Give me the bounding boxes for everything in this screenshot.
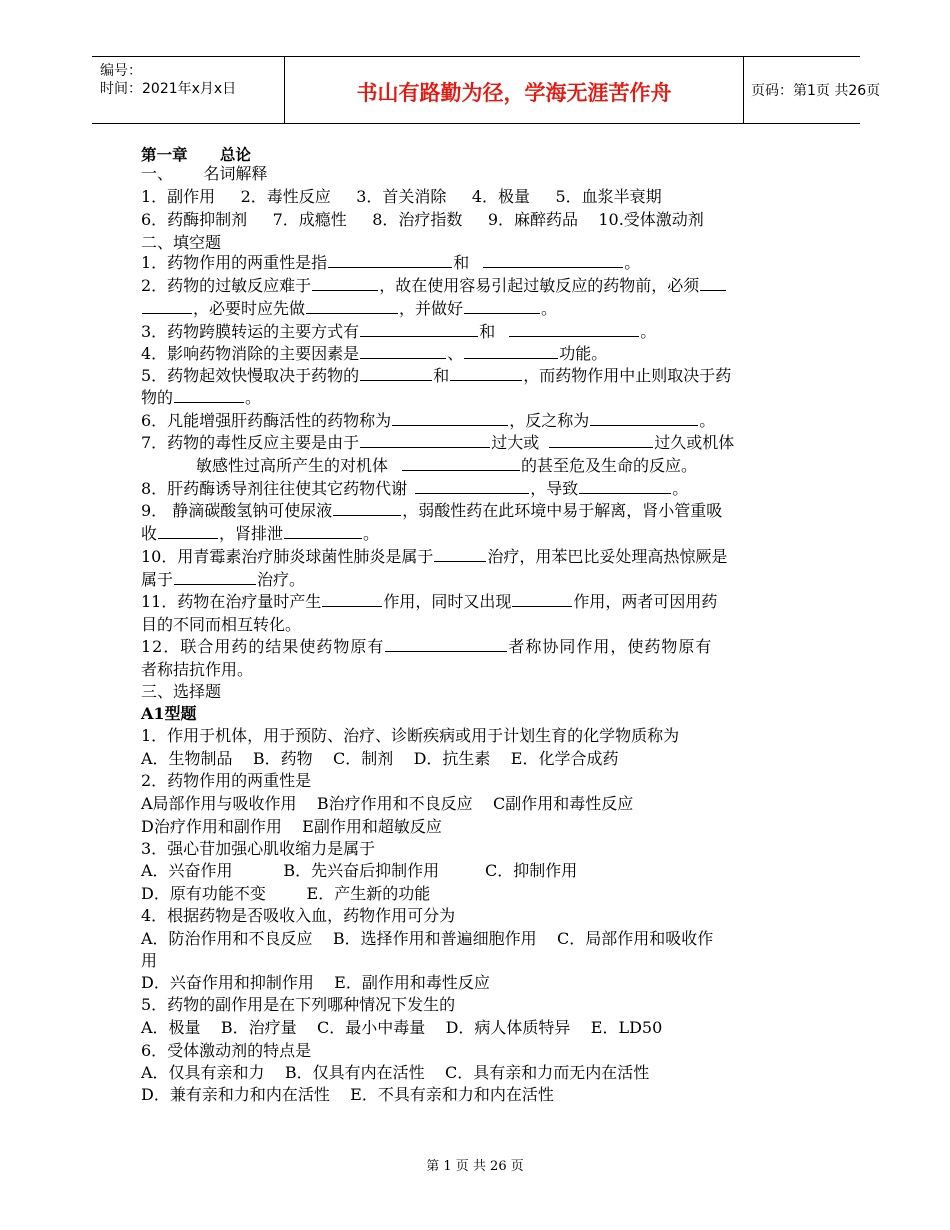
choice-line: 用 xyxy=(141,951,158,970)
blank xyxy=(174,569,256,585)
fill-q12-line2: 者称拮抗作用。 xyxy=(141,660,254,679)
blank xyxy=(360,365,432,381)
fill-q11-line2: 目的不同而相互转化。 xyxy=(141,615,302,634)
choice-line: D．兼有亲和力和内在活性 E．不具有亲和力和内在活性 xyxy=(141,1085,554,1104)
blank xyxy=(590,410,698,426)
section-title-fill: 二、填空题 xyxy=(141,233,222,252)
blank xyxy=(322,591,382,607)
page-footer: 第 1 页 共 26 页 xyxy=(426,1159,524,1174)
choice-line: A．防治作用和不良反应 B．选择作用和普遍细胞作用 C．局部作用和吸收作 xyxy=(141,929,714,948)
fill-q4: 4．影响药物消除的主要因素是 、 功能。 xyxy=(141,344,608,363)
fill-q3: 3．药物跨膜转运的主要方式有 和 。 xyxy=(141,322,657,341)
choice-line: D治疗作用和副作用 E副作用和超敏反应 xyxy=(141,817,442,836)
blank xyxy=(360,343,446,359)
blank xyxy=(483,252,623,268)
choice-line: A局部作用与吸收作用 B治疗作用和不良反应 C副作用和毒性反应 xyxy=(141,794,634,813)
blank xyxy=(392,410,508,426)
header-motto-cell xyxy=(284,57,744,123)
fill-q10-line1: 10．用青霉素治疗肺炎球菌性肺炎是属于 治疗，用苯巴比妥处理高热惊厥是 xyxy=(141,547,728,566)
header-page-cell xyxy=(743,57,881,123)
choice-line: 1．作用于机体，用于预防、治疗、诊断疾病或用于计划生育的化学物质称为 xyxy=(141,726,680,745)
fill-q2-line2: ，必要时应先做 ，并做好 。 xyxy=(141,298,557,320)
blank xyxy=(158,523,218,539)
blank xyxy=(306,298,398,314)
choice-line: 4．根据药物是否吸收入血，药物作用可分为 xyxy=(141,906,456,925)
choice-line: 5．药物的副作用是在下列哪种情况下发生的 xyxy=(141,995,456,1014)
a1-title: A1型题 xyxy=(141,704,197,723)
choice-line: A．兴奋作用 B．先兴奋后抑制作用 C．抑制作用 xyxy=(141,861,578,880)
blank xyxy=(579,478,671,494)
choice-line: 2．药物作用的两重性是 xyxy=(141,771,312,790)
choice-line: A．生物制品 B．药物 C．制剂 D．抗生素 E．化学合成药 xyxy=(141,749,619,768)
fill-q2-line1: 2．药物的过敏反应难于 ，故在使用容易引起过敏反应的药物前，必须 xyxy=(141,275,727,297)
chapter-title: 第一章 总论 xyxy=(141,145,251,164)
fill-q6: 6．凡能增强肝药酶活性的药物称为 ，反之称为 。 xyxy=(141,411,716,430)
blank xyxy=(450,365,522,381)
blank xyxy=(700,275,726,291)
blank xyxy=(512,591,572,607)
fill-q9-line1: 9． 静滴碳酸氢钠可使尿液 ，弱酸性药在此环境中易于解离，肾小管重吸 xyxy=(141,501,723,520)
choice-line: 3．强心苷加强心肌收缩力是属于 xyxy=(141,839,376,858)
blank xyxy=(509,321,639,337)
blank xyxy=(360,321,478,337)
motto-text: 书山有路勤为径，学海无涯苦作舟 xyxy=(356,81,672,105)
terms-line-1: 1．副作用 2．毒性反应 3．首关消除 4．极量 5．血浆半衰期 xyxy=(141,187,662,206)
header-left-cell xyxy=(92,57,284,123)
fill-q7-line2: 敏感性过高所产生的对机体 的甚至危及生命的反应。 xyxy=(196,456,698,475)
blank xyxy=(142,298,192,314)
section-title-terms: 一、 名词解释 xyxy=(141,164,268,183)
blank xyxy=(284,523,362,539)
page-header xyxy=(92,56,881,124)
blank xyxy=(402,455,520,471)
fill-q1: 1．药物作用的两重性是指 和 。 xyxy=(141,253,641,272)
number-label: 编号： xyxy=(100,63,142,79)
choice-line: 6．受体激动剂的特点是 xyxy=(141,1041,312,1060)
blank xyxy=(385,636,507,652)
blank xyxy=(333,500,401,516)
choice-line: D．兴奋作用和抑制作用 E．副作用和毒性反应 xyxy=(141,973,490,992)
blank xyxy=(464,298,540,314)
page-label: 页码：第1页 共26页 xyxy=(751,83,881,99)
fill-q7-line1: 7．药物的毒性反应主要是由于 过大或 过久或机体 xyxy=(141,433,735,452)
fill-q9-line2: 收 ，肾排泄 。 xyxy=(141,524,380,543)
blank xyxy=(312,275,378,291)
choice-line: A．仅具有亲和力 B．仅具有内在活性 C．具有亲和力而无内在活性 xyxy=(141,1063,650,1082)
time-label: 时间：2021年x月x日 xyxy=(100,81,237,97)
fill-q10-line2: 属于 治疗。 xyxy=(141,570,306,589)
blank xyxy=(434,546,486,562)
blank xyxy=(360,432,490,448)
section-title-choice: 三、选择题 xyxy=(141,682,222,701)
fill-q5-line2: 物的 。 xyxy=(141,388,262,407)
blank xyxy=(415,478,529,494)
fill-q12-line1: 12．联合用药的结果使药物原有 者称协同作用，使药物原有 xyxy=(141,637,713,656)
terms-line-2: 6．药酶抑制剂 7．成瘾性 8．治疗指数 9．麻醉药品 10.受体激动剂 xyxy=(141,210,704,229)
fill-q8: 8．肝药酶诱导剂往往使其它药物代谢 ，导致 。 xyxy=(141,479,689,498)
choice-line: D．原有功能不变 E．产生新的功能 xyxy=(141,884,431,903)
blank xyxy=(464,343,558,359)
choice-line: A．极量 B．治疗量 C．最小中毒量 D．病人体质特异 E．LD50 xyxy=(141,1018,663,1037)
blank xyxy=(174,387,244,403)
blank xyxy=(328,252,452,268)
blank xyxy=(549,432,653,448)
fill-q11-line1: 11．药物在治疗量时产生 作用，同时又出现 作用，两者可因用药 xyxy=(141,592,718,611)
fill-q5-line1: 5．药物起效快慢取决于药物的 和 ，而药物作用中止则取决于药 xyxy=(141,366,732,385)
